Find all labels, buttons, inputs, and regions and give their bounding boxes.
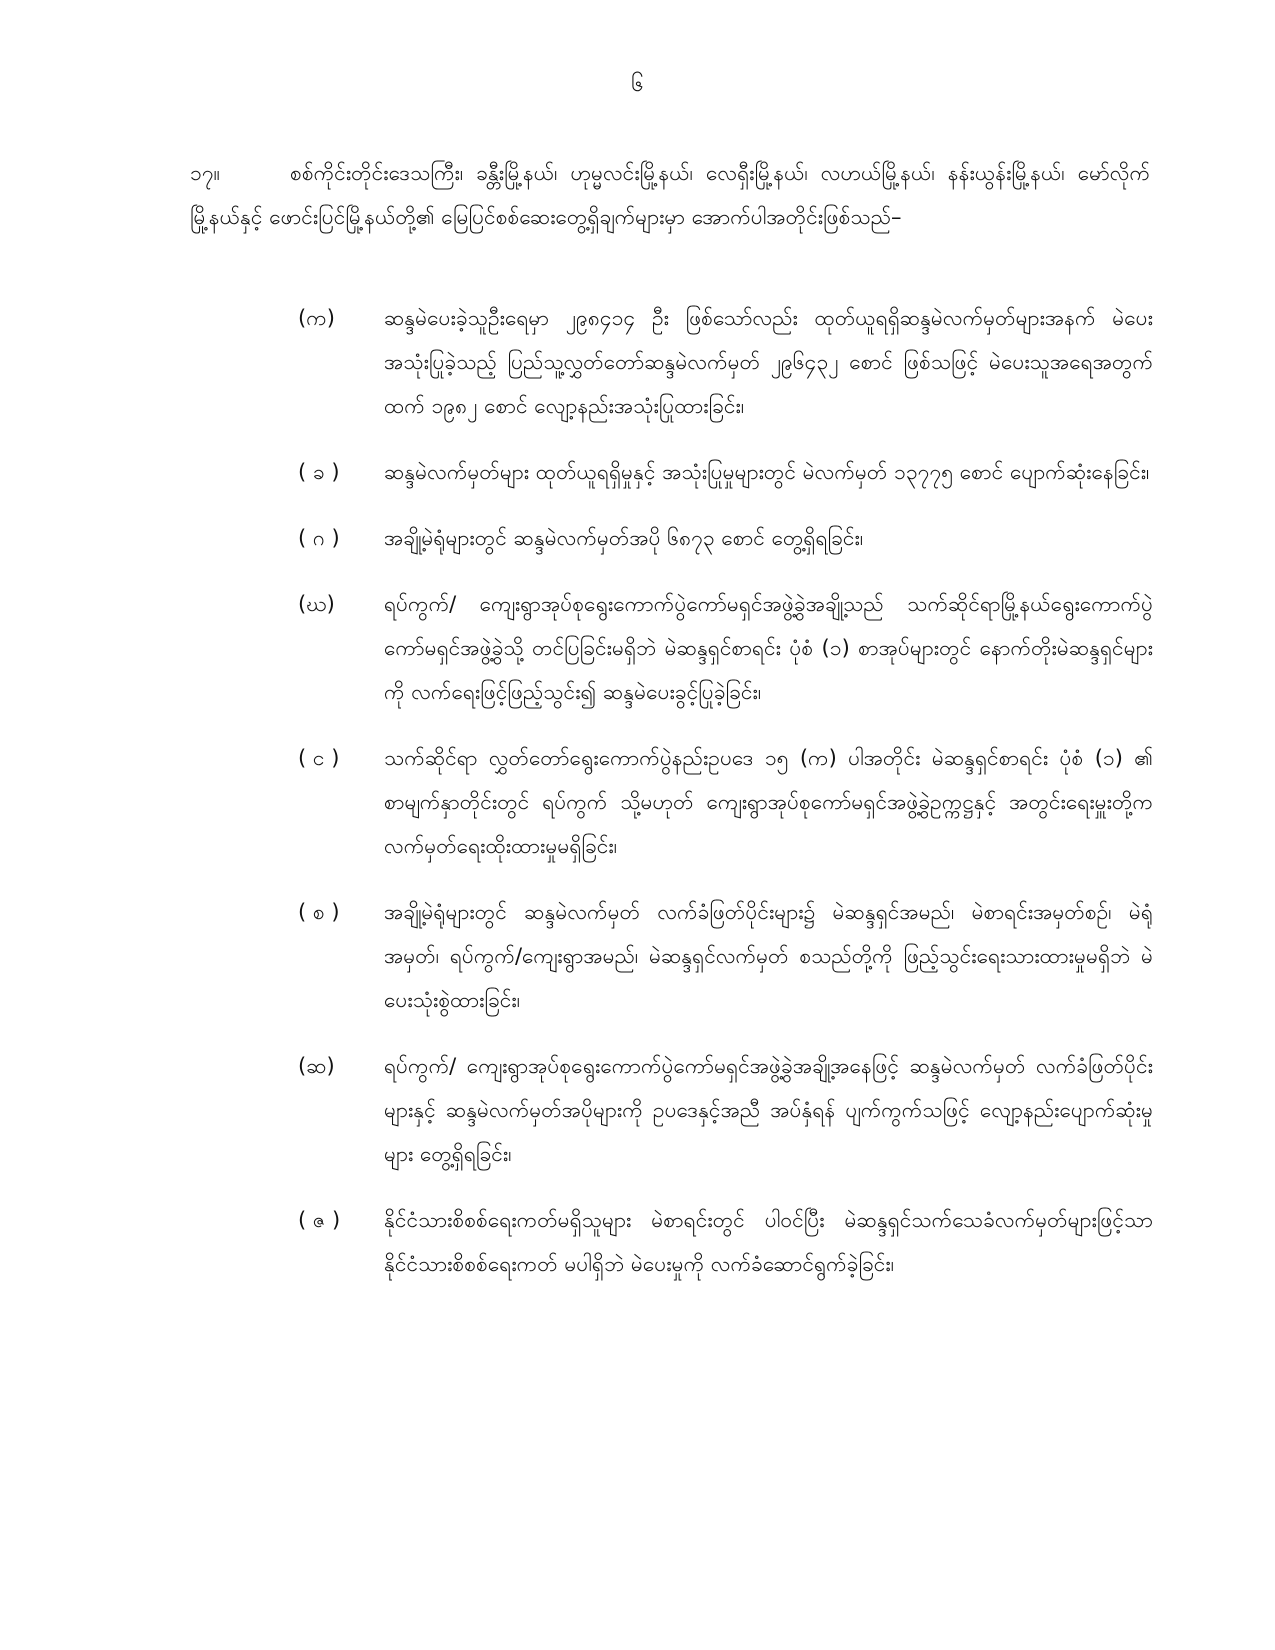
- page-number: ၆: [631, 72, 644, 97]
- item-marker: (ဃ): [298, 592, 335, 616]
- item-text: ဆန္ဒမဲလက်မှတ်များ ထုတ်ယူရရှိမှုနှင့် အသုံးပြုမှုများတွင် မဲလက်မှတ် ၁၃၇၇၅ စောင် ပျောက်ဆုံးနေခြင်း၊: [384, 460, 1150, 484]
- intro-paragraph: [190, 151, 1150, 239]
- item-marker: ( င ): [298, 746, 340, 770]
- finding-item: [298, 296, 1153, 428]
- item-text: ဆန္ဒမဲပေးခဲ့သူဦးရေမှာ ၂၉၈၄၁၄ ဦး ဖြစ်သော်လည်း ထုတ်ယူရရှိဆန္ဒမဲလက်မှတ်များအနက် မဲပေးအသုံးပြုခဲ့သည့် ပြည်သူ့လွှတ်တော်ဆန္ဒမဲလက်မှတ် ၂၉၆၄၃၂ စောင် ဖြစ်သဖြင့် မဲပေးသူအရေအတွက်ထက် ၁၉၈၂ စောင် လျော့နည်းအသုံးပြုထားခြင်း၊: [384, 306, 1153, 418]
- item-text: ရပ်ကွက်/ ကျေးရွာအုပ်စုရွေးကောက်ပွဲကော်မရှင်အဖွဲ့ခွဲအချို့သည် သက်ဆိုင်ရာမြို့နယ်ရွေးကောက်ပွဲကော်မရှင်အဖွဲ့ခွဲသို့ တင်ပြခြင်းမရှိဘဲ မဲဆန္ဒရှင်စာရင်း ပုံစံ (၁) စာအုပ်များတွင် နောက်တိုးမဲဆန္ဒရှင်များကို လက်ရေးဖြင့်ဖြည့်သွင်း၍ ဆန္ဒမဲပေးခွင့်ပြုခဲ့ခြင်း၊: [384, 592, 1153, 704]
- finding-item: [298, 1198, 1153, 1286]
- finding-item: [298, 1044, 1153, 1176]
- item-marker: ( စ ): [298, 900, 340, 924]
- finding-item: [298, 736, 1153, 868]
- item-marker: ( ဇ ): [298, 1208, 341, 1232]
- item-text: ရပ်ကွက်/ ကျေးရွာအုပ်စုရွေးကောက်ပွဲကော်မရှင်အဖွဲ့ခွဲအချို့အနေဖြင့် ဆန္ဒမဲလက်မှတ် လက်ခံဖြတ်ပိုင်းများနှင့် ဆန္ဒမဲလက်မှတ်အပိုများကို ဥပဒေနှင့်အညီ အပ်နှံရန် ပျက်ကွက်သဖြင့် လျော့နည်းပျောက်ဆုံးမှုများ တွေ့ရှိရခြင်း၊: [384, 1054, 1153, 1166]
- item-marker: ( ဂ ): [298, 526, 340, 550]
- finding-item: [298, 890, 1153, 1022]
- paragraph-number: ၁၇။: [190, 161, 220, 185]
- item-text: အချို့မဲရုံများတွင် ဆန္ဒမဲလက်မှတ် လက်ခံဖြတ်ပိုင်းများ၌ မဲဆန္ဒရှင်အမည်၊ မဲစာရင်းအမှတ်စဉ်၊ မဲရုံအမှတ်၊ ရပ်ကွက်/ကျေးရွာအမည်၊ မဲဆန္ဒရှင်လက်မှတ် စသည်တို့ကို ဖြည့်သွင်းရေးသားထားမှုမရှိဘဲ မဲပေးသုံးစွဲထားခြင်း၊: [384, 900, 1153, 1012]
- finding-item: [298, 582, 1153, 714]
- item-marker: ( ခ ): [298, 460, 340, 484]
- item-text: နိုင်ငံသားစိစစ်ရေးကတ်မရှိသူများ မဲစာရင်းတွင် ပါဝင်ပြီး မဲဆန္ဒရှင်သက်သေခံလက်မှတ်များဖြင့်သာ နိုင်ငံသားစိစစ်ရေးကတ် မပါရှိဘဲ မဲပေးမှုကို လက်ခံဆောင်ရွက်ခဲ့ခြင်း၊: [384, 1208, 1153, 1276]
- item-text: အချို့မဲရုံများတွင် ဆန္ဒမဲလက်မှတ်အပို ၆၈၇၃ စောင် တွေ့ရှိရခြင်း၊: [384, 526, 864, 550]
- intro-text: စစ်ကိုင်းတိုင်းဒေသကြီး၊ ခန္တီးမြို့နယ်၊ ဟုမ္မလင်းမြို့နယ်၊ လေရှီးမြို့နယ်၊ လဟယ်မြို့နယ်၊ နန်းယွန်းမြို့နယ်၊ မော်လိုက်မြို့နယ်နှင့် ဖောင်းပြင်မြို့နယ်တို့၏ မြေပြင်စစ်ဆေးတွေ့ရှိချက်များမှာ အောက်ပါအတိုင်းဖြစ်သည်–: [190, 161, 1150, 229]
- item-marker: (က): [298, 306, 335, 330]
- item-text: သက်ဆိုင်ရာ လွှတ်တော်ရွေးကောက်ပွဲနည်းဥပဒေ ၁၅ (က) ပါအတိုင်း မဲဆန္ဒရှင်စာရင်း ပုံစံ (၁) ၏ စာမျက်နှာတိုင်းတွင် ရပ်ကွက် သို့မဟုတ် ကျေးရွာအုပ်စုကော်မရှင်အဖွဲ့ခွဲဥက္ကဋ္ဌနှင့် အတွင်းရေးမှူးတို့က လက်မှတ်ရေးထိုးထားမှုမရှိခြင်း၊: [384, 746, 1153, 858]
- finding-item: [298, 450, 1153, 494]
- item-marker: (ဆ): [298, 1054, 335, 1078]
- findings-list: [298, 296, 1153, 1308]
- finding-item: [298, 516, 1153, 560]
